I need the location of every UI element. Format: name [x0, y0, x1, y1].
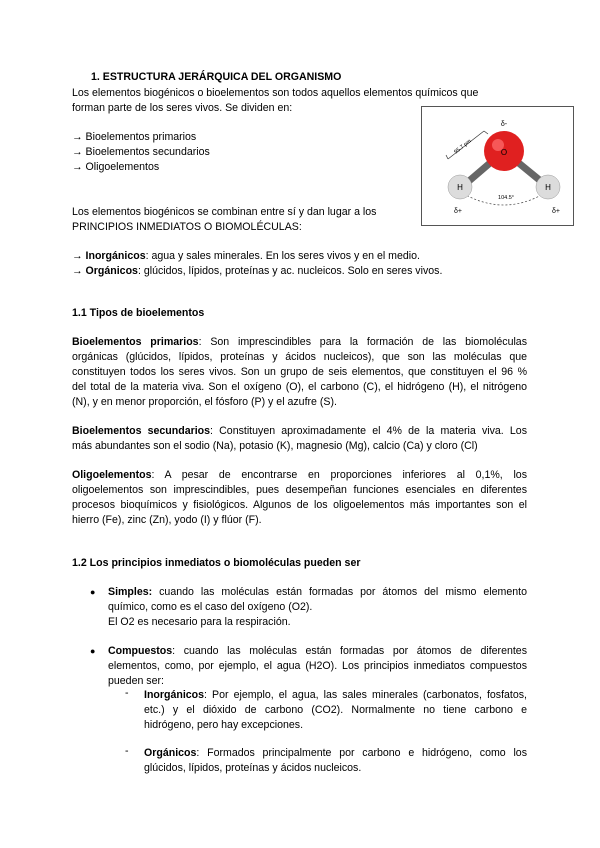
- organicos-line: Orgánicos: Formados principalmente por carbono e hidrógeno, como los: [144, 747, 527, 759]
- inorganicos-line: hidrógeno, pero hay excepciones.: [144, 719, 304, 731]
- primarios-line: orgánicas (glúcidos, lípidos, proteínas y ácidos nucleicos), que son las moléculas que: [72, 351, 527, 363]
- water-molecule-figure: [421, 106, 574, 226]
- combine-line-1: Los elementos biogénicos se combinan entre sí y dan lugar a los: [72, 206, 377, 218]
- oligo-label: Oligoelementos: [72, 469, 152, 481]
- delta-right-label: δ+: [552, 208, 560, 215]
- water-molecule-diagram: [422, 107, 573, 225]
- compuestos-line: Compuestos: cuando las moléculas están formadas por átomos de diferentes: [108, 645, 527, 657]
- inorganicos-line: Inorgánicos: Por ejemplo, el agua, las sales minerales (carbonatos, fosfatos,: [144, 689, 527, 701]
- primarios-line: del total de la materia viva. Son el oxígeno (O), el carbono (C), el hidrógeno (H), el nitrógeno: [72, 381, 527, 393]
- principle-label: Orgánicos: [85, 265, 138, 277]
- division-item: → Oligoelementos: [72, 161, 160, 173]
- principle-label: Inorgánicos: [85, 250, 146, 262]
- division-item: → Bioelementos secundarios: [72, 146, 210, 158]
- intro-line-2: forman parte de los seres vivos. Se dividen en:: [72, 102, 293, 114]
- division-item: → Bioelementos primarios: [72, 131, 197, 143]
- primarios-line: constituyen todos los seres vivos. Son un grupo de seis elementos, que constituyen el 96 %: [72, 366, 527, 378]
- hydrogen-label: H: [457, 183, 463, 192]
- principle-text: : glúcidos, lípidos, proteínas y ac. nucleicos. Solo en seres vivos.: [137, 265, 443, 277]
- inorganicos-label: Inorgánicos: [144, 689, 205, 701]
- oligo-line: Oligoelementos: A pesar de encontrarse en proporciones inferiores al 0,1%, los: [72, 469, 527, 481]
- arrow-glyph: →: [72, 265, 86, 277]
- page-title: 1. ESTRUCTURA JERÁRQUICA DEL ORGANISMO: [91, 71, 342, 83]
- inorganicos-line: etc.) y el dióxido de carbono (CO2). Normalmente no tiene carbono e: [144, 704, 527, 716]
- secundarios-line: más abundantes son el sodio (Na), potasio (K), magnesio (Mg), calcio (Ca) y cloro (Cl): [72, 440, 478, 452]
- bond-length-label: 95.7 pm: [453, 138, 473, 156]
- primarios-line: Bioelementos primarios: Son imprescindibles para la formación de las biomoléculas: [72, 336, 527, 348]
- compuestos-label: Compuestos: [108, 645, 173, 657]
- compuestos-line: elementos, como, por ejemplo, el agua (H2O). Los principios inmediatos compuestos: [108, 660, 527, 672]
- bullet-icon: ●: [90, 646, 96, 656]
- dash-bullet-icon: -: [125, 687, 129, 699]
- oligo-line: hierro (Fe), zinc (Zn), yodo (I) y flúor (F).: [72, 514, 262, 526]
- hydrogen-label: H: [545, 183, 551, 192]
- principle-item: [72, 249, 420, 264]
- delta-top-label: δ-: [500, 121, 508, 128]
- oligo-line: oligoelementos son imprescindibles, pues desempeñan funciones esenciales en diferentes: [72, 484, 527, 496]
- dash-bullet-icon: -: [125, 745, 129, 757]
- arrow-glyph: →: [72, 250, 86, 262]
- oligo-line: procesos bioquímicos y fisiológicos. Algunos de los oligoelementos más importantes son el: [72, 499, 527, 511]
- compuestos-line: pueden ser:: [108, 675, 164, 687]
- primarios-label: Bioelementos primarios: [72, 336, 199, 348]
- section-heading: 1.2 Los principios inmediatos o biomoléculas pueden ser: [72, 557, 361, 569]
- intro-line-1: Los elementos biogénicos o bioelementos son todos aquellos elementos químicos que: [72, 87, 479, 99]
- simples-line: El O2 es necesario para la respiración.: [108, 616, 291, 628]
- principle-text: : agua y sales minerales. En los seres vivos y en el medio.: [145, 250, 420, 262]
- delta-left-label: δ+: [454, 208, 462, 215]
- secundarios-label: Bioelementos secundarios: [72, 425, 211, 437]
- section-heading: 1.1 Tipos de bioelementos: [72, 307, 205, 319]
- principle-item: [72, 264, 442, 279]
- secundarios-line: Bioelementos secundarios: Constituyen aproximadamente el 4% de la materia viva. Los: [72, 425, 527, 437]
- primarios-line: (N), y en menor proporción, el fósforo (P) y el azufre (S).: [72, 396, 337, 408]
- organicos-line: glúcidos, lípidos, proteínas y ácidos nucleicos.: [144, 762, 362, 774]
- simples-label: Simples:: [108, 586, 153, 598]
- simples-line: químico, como es el caso del oxígeno (O2).: [108, 601, 313, 613]
- angle-label: 104.5°: [498, 195, 514, 201]
- simples-line: Simples: cuando las moléculas están formadas por átomos del mismo elemento: [108, 586, 527, 598]
- bullet-icon: ●: [90, 587, 96, 597]
- combine-line-2: PRINCIPIOS INMEDIATOS O BIOMOLÉCULAS:: [72, 221, 302, 233]
- oxygen-label: O: [500, 148, 508, 157]
- organicos-label: Orgánicos: [144, 747, 197, 759]
